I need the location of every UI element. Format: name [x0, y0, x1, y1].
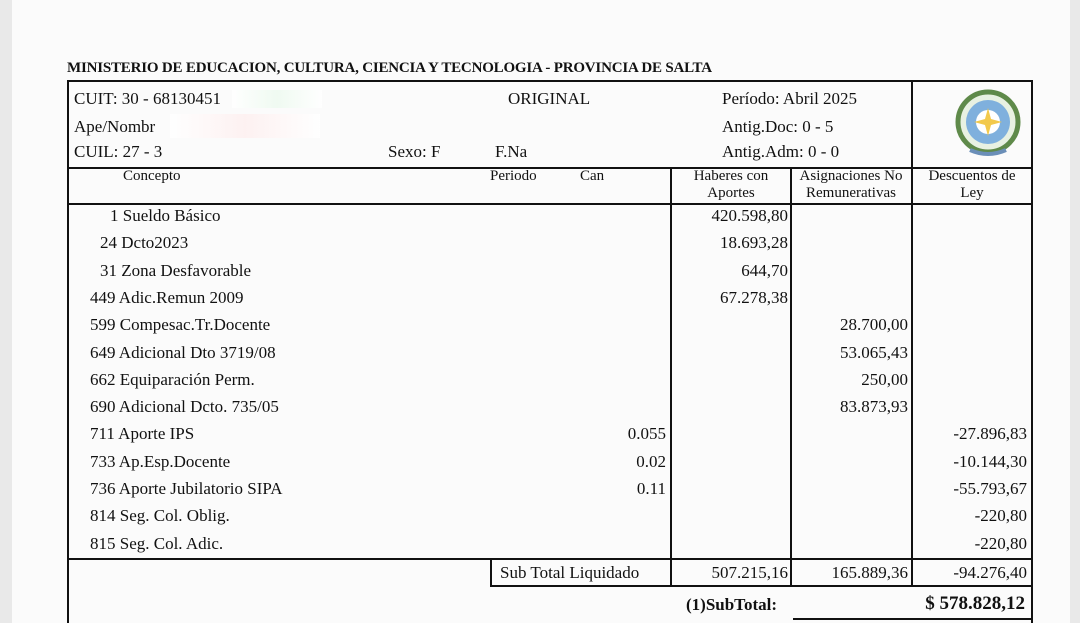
row-haberes: 420.598,80: [711, 206, 788, 225]
row-descuentos: -220,80: [974, 534, 1027, 553]
row-asign: 53.065,43: [840, 343, 908, 362]
table-left-edge: [67, 558, 69, 623]
rows-bottom-divider: [67, 558, 1033, 560]
birthdate-field: F.Na: [495, 142, 528, 161]
sex-field: Sexo: F: [388, 142, 441, 161]
col-divider-haberes: [670, 167, 672, 586]
row-concepto: 690 Adicional Dcto. 735/05: [90, 397, 279, 416]
col-desc-line1: Descuentos de: [928, 168, 1016, 184]
row-concepto: 1 Sueldo Básico: [110, 206, 221, 225]
copy-type: ORIGINAL: [508, 89, 591, 108]
row-concepto: 31 Zona Desfavorable: [100, 261, 252, 280]
row-concepto: 736 Aporte Jubilatorio SIPA: [90, 479, 283, 498]
col-periodo: Periodo: [490, 168, 537, 184]
col-asign-line2: Remunerativas: [806, 185, 896, 201]
row-concepto: 449 Adic.Remun 2009: [90, 288, 244, 307]
subtotal-desc: -94.276,40: [953, 563, 1027, 582]
row-concepto: 815 Seg. Col. Adic.: [90, 534, 224, 553]
subtotal-label: Sub Total Liquidado: [500, 563, 640, 582]
salta-emblem-icon: [950, 86, 1026, 162]
row-can: 0.02: [636, 452, 666, 471]
col-desc-line2: Ley: [960, 185, 984, 201]
row-concepto: 814 Seg. Col. Oblig.: [90, 506, 230, 525]
cuit-field: CUIT: 30 - 68130451: [74, 89, 221, 108]
period-field: Período: Abril 2025: [722, 89, 858, 108]
row-concepto: 649 Adicional Dto 3719/08: [90, 343, 276, 362]
table-right-edge: [1031, 558, 1033, 623]
columns-divider: [67, 203, 1033, 205]
col-haberes-line1: Haberes con: [693, 168, 769, 184]
redacted-area: [232, 90, 322, 108]
row-concepto: 24 Dcto2023: [100, 233, 189, 252]
row-descuentos: -220,80: [974, 506, 1027, 525]
subtotal-box-left: [490, 558, 492, 586]
name-field: Ape/Nombr: [74, 117, 156, 136]
final-subtotal-value: $ 578.828,12: [925, 593, 1025, 614]
cuil-field: CUIL: 27 - 3: [74, 142, 163, 161]
redacted-name: [170, 114, 320, 138]
col-asign-line1: Asignaciones No: [799, 168, 903, 184]
antig-adm-field: Antig.Adm: 0 - 0: [722, 142, 840, 161]
col-can: Can: [580, 168, 605, 184]
row-descuentos: -27.896,83: [953, 424, 1027, 443]
row-concepto: 662 Equiparación Perm.: [90, 370, 255, 389]
row-asign: 250,00: [861, 370, 908, 389]
row-descuentos: -55.793,67: [953, 479, 1027, 498]
row-haberes: 67.278,38: [720, 288, 788, 307]
col-concepto: Concepto: [123, 168, 181, 184]
final-subtotal-label: (1)SubTotal:: [686, 595, 778, 614]
row-haberes: 644,70: [741, 261, 788, 280]
subtotal-haberes: 507.215,16: [711, 563, 788, 582]
subtotal-asign: 165.889,36: [831, 563, 908, 582]
row-concepto: 711 Aporte IPS: [90, 424, 195, 443]
row-concepto: 599 Compesac.Tr.Docente: [90, 315, 271, 334]
subtotal-box-bottom: [490, 585, 1033, 587]
antig-doc-field: Antig.Doc: 0 - 5: [722, 117, 834, 136]
col-haberes-line2: Aportes: [707, 185, 755, 201]
row-can: 0.11: [636, 479, 666, 498]
row-descuentos: -10.144,30: [953, 452, 1027, 471]
row-asign: 28.700,00: [840, 315, 908, 334]
final-total-underline: [793, 618, 1031, 620]
row-asign: 83.873,93: [840, 397, 908, 416]
row-concepto: 733 Ap.Esp.Docente: [90, 452, 231, 471]
institution-title: MINISTERIO DE EDUCACION, CULTURA, CIENCIA Y TECNOLOGIA - PROVINCIA DE SALTA: [67, 60, 712, 76]
row-haberes: 18.693,28: [720, 233, 788, 252]
row-can: 0.055: [627, 424, 666, 443]
